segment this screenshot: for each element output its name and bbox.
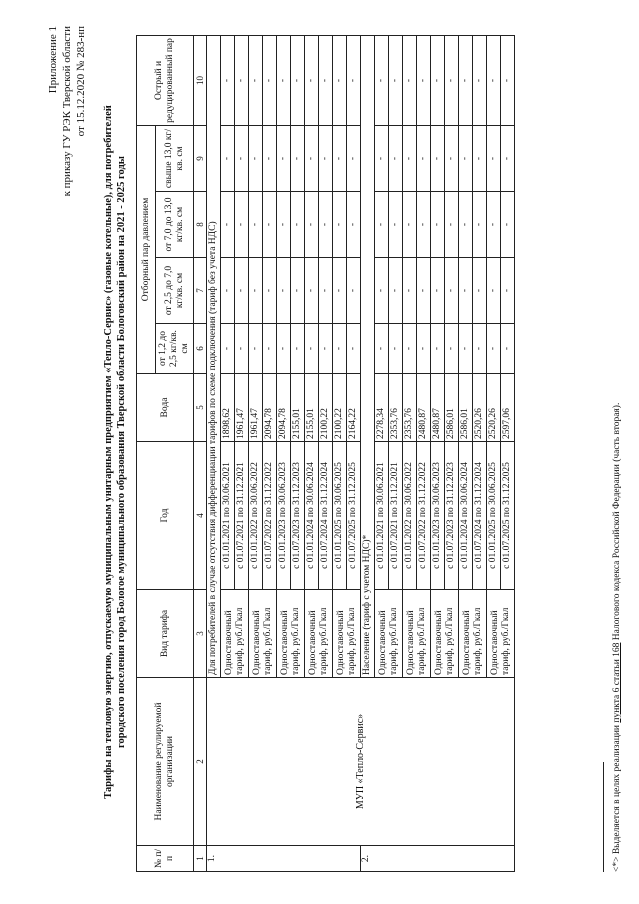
col-number: 5 [194,374,207,442]
empty-value: - [305,258,319,324]
water-tariff: 1898,62 [221,374,235,442]
empty-value: - [263,192,277,258]
tariff-period: с 01.07.2021 по 31.12.2021 [235,442,249,590]
header-pressure-4: свыше 13,0 кг/кв. см [156,125,194,191]
col-number: 7 [194,258,207,324]
empty-value: - [501,35,515,125]
tariff-period: с 01.01.2023 по 30.06.2023 [431,442,445,590]
tariff-period: с 01.07.2022 по 31.12.2022 [263,442,277,590]
water-tariff: 2480,87 [417,374,431,442]
footnote-link[interactable]: пункта 6 статьи 168 [612,642,622,723]
tariff-period: с 01.01.2025 по 30.06.2025 [487,442,501,590]
footnote-divider [603,762,604,872]
tariff-table [136,35,515,872]
empty-value: - [333,192,347,258]
empty-value: - [221,258,235,324]
empty-value: - [403,125,417,191]
tariff-kind: Одноставочный тариф, руб./Гкал [403,590,431,678]
document-title [102,28,128,876]
empty-value: - [473,35,487,125]
empty-value: - [389,35,403,125]
tariff-period: с 01.01.2024 по 30.06.2024 [459,442,473,590]
empty-value: - [431,258,445,324]
row-number: 1. [207,846,361,872]
water-tariff: 2353,76 [403,374,417,442]
tariff-period: с 01.07.2025 по 31.12.2025 [501,442,515,590]
water-tariff: 2597,06 [501,374,515,442]
empty-value: - [319,192,333,258]
tariff-period: с 01.07.2024 по 31.12.2024 [473,442,487,590]
empty-value: - [291,35,305,125]
empty-value: - [235,192,249,258]
tariff-kind: Одноставочный тариф, руб./Гкал [221,590,249,678]
empty-value: - [263,324,277,374]
empty-value: - [263,35,277,125]
empty-value: - [403,324,417,374]
tariff-kind: Одноставочный тариф, руб./Гкал [459,590,487,678]
water-tariff: 2520,26 [487,374,501,442]
empty-value: - [235,324,249,374]
section-label: Для потребителей в случае отсутствия дифференциации тарифов по схеме подключения (тариф без учета НДС) [207,35,221,677]
empty-value: - [501,258,515,324]
tariff-kind: Одноставочный тариф, руб./Гкал [487,590,515,678]
empty-value: - [291,324,305,374]
tariff-period: с 01.01.2021 по 30.06.2021 [375,442,389,590]
empty-value: - [473,192,487,258]
water-tariff: 2520,26 [473,374,487,442]
tariff-kind: Одноставочный тариф, руб./Гкал [375,590,403,678]
empty-value: - [333,125,347,191]
empty-value: - [459,192,473,258]
col-number: 4 [194,442,207,590]
header-steam: Отборный пар давлением [137,125,156,373]
col-number: 8 [194,192,207,258]
empty-value: - [487,125,501,191]
empty-value: - [431,125,445,191]
water-tariff: 2480,87 [431,374,445,442]
tariff-period: с 01.07.2023 по 31.12.2023 [291,442,305,590]
empty-value: - [291,258,305,324]
water-tariff: 2155,01 [291,374,305,442]
empty-value: - [277,125,291,191]
empty-value: - [319,324,333,374]
empty-value: - [431,192,445,258]
empty-value: - [389,125,403,191]
empty-value: - [473,324,487,374]
empty-value: - [221,125,235,191]
col-number: 3 [194,590,207,678]
empty-value: - [319,35,333,125]
water-tariff: 1961,47 [235,374,249,442]
water-tariff: 2278,34 [375,374,389,442]
empty-value: - [473,258,487,324]
empty-value: - [389,192,403,258]
col-number: 6 [194,324,207,374]
water-tariff: 2100,22 [319,374,333,442]
empty-value: - [249,324,263,374]
header-pressure-2: от 2,5 до 7,0 кг/кв. см [156,258,194,324]
empty-value: - [501,125,515,191]
title-line: Тарифы на тепловую энергию, отпускаемую муниципальным унитарным предприятием «Тепло-Сервис» (газовые котельные), для потребителей [103,105,114,799]
empty-value: - [249,258,263,324]
empty-value: - [417,258,431,324]
empty-value: - [347,324,361,374]
empty-value: - [347,125,361,191]
empty-value: - [333,324,347,374]
empty-value: - [389,324,403,374]
table-body [207,35,515,871]
footnote-text: <*> Выделяется в целях реализации [612,722,622,872]
empty-value: - [291,125,305,191]
footnote [612,403,622,872]
tariff-period: с 01.01.2022 по 30.06.2022 [403,442,417,590]
empty-value: - [263,258,277,324]
empty-value: - [459,258,473,324]
tariff-kind: Одноставочный тариф, руб./Гкал [277,590,305,678]
empty-value: - [501,324,515,374]
water-tariff: 2586,01 [445,374,459,442]
header-pressure-1: от 1,2 до 2,5 кг/кв. см [156,324,194,374]
empty-value: - [221,192,235,258]
water-tariff: 2164,22 [347,374,361,442]
empty-value: - [459,35,473,125]
empty-value: - [249,192,263,258]
header-hot-steam: Острый и редуцированный пар [137,35,194,125]
water-tariff: 1961,47 [249,374,263,442]
empty-value: - [305,324,319,374]
empty-value: - [263,125,277,191]
empty-value: - [347,192,361,258]
empty-value: - [333,258,347,324]
empty-value: - [375,125,389,191]
tariff-period: с 01.07.2025 по 31.12.2025 [347,442,361,590]
empty-value: - [375,35,389,125]
tariff-kind: Одноставочный тариф, руб./Гкал [305,590,333,678]
empty-value: - [277,258,291,324]
water-tariff: 2094,78 [263,374,277,442]
empty-value: - [305,192,319,258]
footnote-text: Налогового кодекса Российской Федерации (часть вторая). [612,402,622,643]
empty-value: - [235,258,249,324]
appendix-line: от 15.12.2020 № 283-нп [75,26,87,137]
organization-name: МУП «Тепло-Сервис» [207,678,515,846]
empty-value: - [417,125,431,191]
water-tariff: 2100,22 [333,374,347,442]
empty-value: - [375,324,389,374]
col-number: 2 [194,678,207,846]
empty-value: - [375,258,389,324]
header-year: Год [137,442,194,590]
tariff-period: с 01.07.2024 по 31.12.2024 [319,442,333,590]
header-org: Наименование регулируемой организации [137,678,194,846]
empty-value: - [277,324,291,374]
col-number: 9 [194,125,207,191]
tariff-period: с 01.01.2021 по 30.06.2021 [221,442,235,590]
empty-value: - [305,35,319,125]
empty-value: - [501,192,515,258]
empty-value: - [445,324,459,374]
tariff-period: с 01.07.2022 по 31.12.2022 [417,442,431,590]
empty-value: - [445,35,459,125]
empty-value: - [403,192,417,258]
empty-value: - [487,324,501,374]
tariff-period: с 01.01.2022 по 30.06.2022 [249,442,263,590]
empty-value: - [333,35,347,125]
tariff-kind: Одноставочный тариф, руб./Гкал [333,590,361,678]
empty-value: - [431,35,445,125]
empty-value: - [291,192,305,258]
empty-value: - [459,324,473,374]
empty-value: - [473,125,487,191]
empty-value: - [403,258,417,324]
appendix-line: Приложение 1 [47,26,59,94]
row-number: 2. [361,846,515,872]
water-tariff: 2353,76 [389,374,403,442]
tariff-period: с 01.07.2021 по 31.12.2021 [389,442,403,590]
header-num: № п/ п [137,846,194,872]
empty-value: - [221,35,235,125]
empty-value: - [417,192,431,258]
empty-value: - [459,125,473,191]
empty-value: - [347,35,361,125]
water-tariff: 2586,01 [459,374,473,442]
tariff-period: с 01.01.2025 по 30.06.2025 [333,442,347,590]
empty-value: - [487,192,501,258]
water-tariff: 2155,01 [305,374,319,442]
empty-value: - [319,258,333,324]
water-tariff: 2094,78 [277,374,291,442]
tariff-kind: Одноставочный тариф, руб./Гкал [249,590,277,678]
empty-value: - [277,35,291,125]
header-pressure-3: от 7,0 до 13,0 кг/кв. см [156,192,194,258]
tariff-period: с 01.01.2023 по 30.06.2023 [277,442,291,590]
appendix-note [46,26,88,196]
header-kind: Вид тарифа [137,590,194,678]
section-label: Население (тариф с учетом НДС)* [361,35,375,677]
col-number: 1 [194,846,207,872]
appendix-line: к приказу ГУ РЭК Тверской области [61,26,73,197]
empty-value: - [375,192,389,258]
empty-value: - [431,324,445,374]
tariff-period: с 01.01.2024 по 30.06.2024 [305,442,319,590]
empty-value: - [249,35,263,125]
empty-value: - [389,258,403,324]
title-line: городского поселения город Бологое муниципального образования Тверской области Бологовский район на 2021 - 2025 годы [116,156,127,748]
empty-value: - [221,324,235,374]
empty-value: - [347,258,361,324]
empty-value: - [235,35,249,125]
col-number: 10 [194,35,207,125]
empty-value: - [305,125,319,191]
empty-value: - [277,192,291,258]
empty-value: - [445,192,459,258]
header-water: Вода [137,374,194,442]
empty-value: - [487,35,501,125]
empty-value: - [445,258,459,324]
empty-value: - [445,125,459,191]
empty-value: - [417,35,431,125]
empty-value: - [249,125,263,191]
empty-value: - [319,125,333,191]
empty-value: - [403,35,417,125]
tariff-kind: Одноставочный тариф, руб./Гкал [431,590,459,678]
empty-value: - [417,324,431,374]
tariff-period: с 01.07.2023 по 31.12.2023 [445,442,459,590]
empty-value: - [235,125,249,191]
empty-value: - [487,258,501,324]
